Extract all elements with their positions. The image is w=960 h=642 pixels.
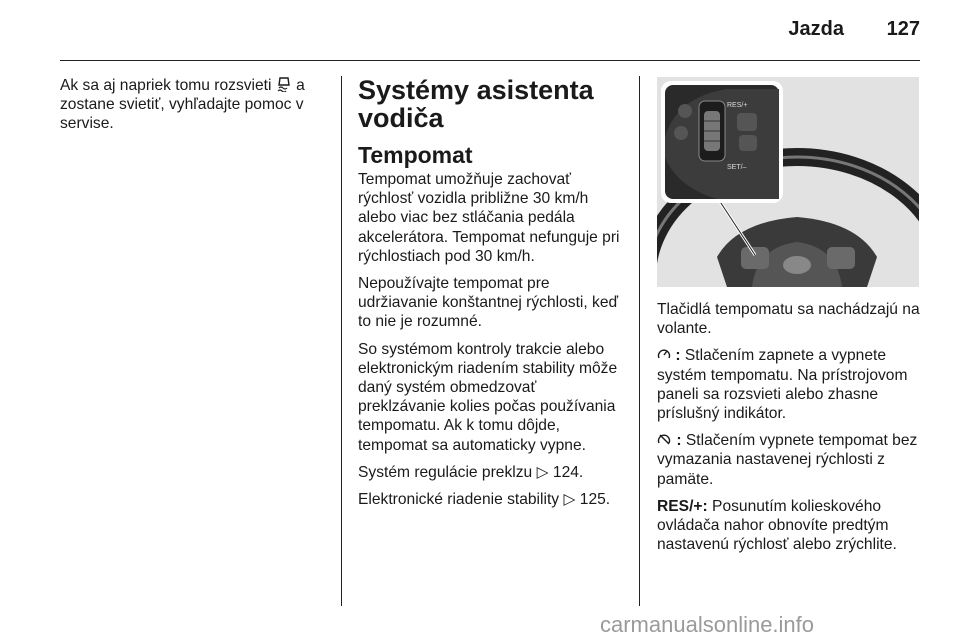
reference-1[interactable]: Systém regulácie preklzu ▷ 124. [358,463,584,481]
page-header [60,14,920,48]
steering-wheel-figure [657,77,919,287]
paragraph-3: So systémom kontroly trakcie alebo elektronickým riadením stability môže daný systém obmedzovať preklzávanie kolies počas používania tempomatu. Ak k tomu dôjde, tempomat sa automaticky vypne. [358,340,618,454]
paragraph-2: Nepoužívajte tempomat pre udržiavanie konštantnej rýchlosti, keď to nie je rozumné. [358,275,619,331]
column-3 [657,300,922,562]
col1-paragraph: Ak sa aj napriek tomu rozsvieti a zostane svietiť, vyhľadajte pomoc v servise. [60,77,305,133]
subsection-heading: Tempomat [358,142,473,168]
column-2 [358,76,626,517]
section-heading: Systémy asistenta vodiča [358,75,594,133]
arrow-ref-icon: ▷ [563,491,576,509]
cruise-control-icon [657,348,671,361]
cruise-cancel-icon [657,433,672,446]
header-rule [60,60,920,61]
item-cruise-on-off: : Stlačením zapnete a vypnete systém tempomatu. Na prístrojovom paneli sa rozsvieti alebo zhasne príslušný indikátor. [657,347,908,423]
set-minus-label: SET/– [727,164,747,171]
column-divider-2 [639,76,640,606]
paragraph-1: Tempomat umožňuje zachovať rýchlosť vozidla približne 30 km/h alebo viac bez stláčania pedála akcelerátora. Tempomat nefunguje pri rýchlostiach pod 30 km/h. [358,171,620,265]
item-cruise-cancel: : Stlačením vypnete tempomat bez vymazania nastavenej rýchlosti z pamäte. [657,432,918,488]
arrow-ref-icon: ▷ [536,463,549,481]
res-plus-label: RES/+ [727,102,748,109]
section-title: Jazda [788,18,844,40]
column-divider-1 [341,76,342,606]
page-number: 127 [886,18,920,40]
figure-caption: Tlačidlá tempomatu sa nachádzajú na volante. [657,301,920,338]
steering-wheel-illustration [657,77,919,287]
item-res-plus: RES/+: Posunutím kolieskového ovládača nahor obnovíte predtým nastavenú rýchlosť alebo zrýchlite. [657,497,897,554]
column-1 [60,76,332,142]
watermark: carmanualsonline.info [600,612,815,637]
reference-2[interactable]: Elektronické riadenie stability ▷ 125. [358,491,611,509]
traction-warning-icon [276,77,292,92]
